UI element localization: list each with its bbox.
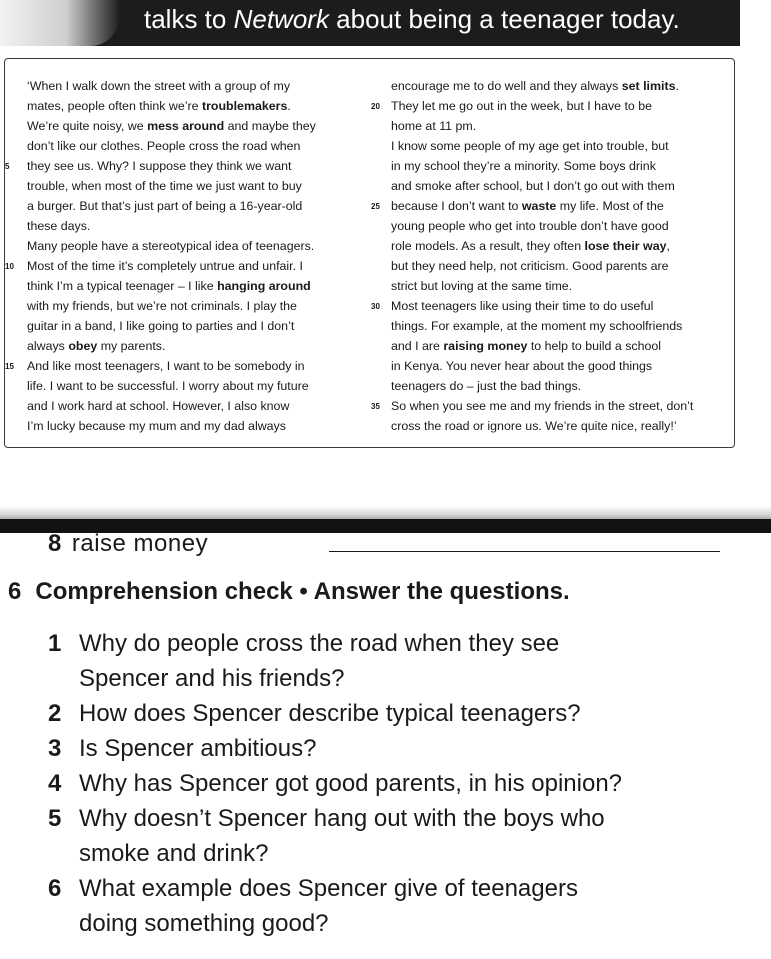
vocabulary-highlight: mess around <box>147 119 225 133</box>
article-text: and smoke after school, but I don’t go out with them <box>391 179 675 193</box>
article-text: We’re quite noisy, we <box>27 119 148 133</box>
article-text: I know some people of my age get into trouble, but <box>391 139 669 153</box>
vocabulary-highlight: lose their way <box>584 239 667 253</box>
vocabulary-highlight: hanging around <box>217 279 311 293</box>
article-text: And like most teenagers, I want to be somebody in <box>27 359 305 373</box>
article-text: , <box>666 239 670 253</box>
vocabulary-highlight: obey <box>68 339 98 353</box>
article-line <box>391 156 733 176</box>
article-line <box>27 316 367 336</box>
article-text: and I are <box>391 339 444 353</box>
vocabulary-highlight: troublemakers <box>201 99 288 113</box>
article-line <box>371 96 733 116</box>
exercise-heading <box>8 578 570 606</box>
article-left-column <box>5 76 367 436</box>
question-item <box>48 766 748 801</box>
article-line <box>391 276 733 296</box>
article-text: life. I want to be successful. I worry about my future <box>27 379 309 393</box>
answer-line[interactable] <box>329 551 720 552</box>
article-line <box>27 176 367 196</box>
article-text: encourage me to do well and they always <box>391 79 622 93</box>
question-item <box>48 801 748 871</box>
article-text: young people who get into trouble don’t have good <box>391 219 669 233</box>
article-right-column <box>371 76 733 436</box>
article-header-band <box>0 0 740 46</box>
article-line <box>391 356 733 376</box>
article-line <box>391 256 733 276</box>
line-number: 15 <box>5 362 14 371</box>
article-text: to help to build a school <box>527 339 662 353</box>
article-line <box>391 136 733 156</box>
header-photo <box>0 0 120 46</box>
article-text: So when you see me and my friends in the street, don’t <box>391 399 694 413</box>
line-number: 10 <box>5 262 14 271</box>
header-title-start: talks to <box>144 4 234 34</box>
header-title-end: about being a teenager today. <box>328 4 680 34</box>
question-number: 6 <box>48 875 62 902</box>
question-text: What example does Spencer give of teenagers <box>79 875 578 902</box>
article-text: in my school they’re a minority. Some boys drink <box>391 159 656 173</box>
article-text: because I don’t want to <box>391 199 522 213</box>
exercise-number: 6 <box>8 578 22 605</box>
exercise-title: Comprehension check • Answer the questions. <box>35 578 570 605</box>
article-line <box>391 236 733 256</box>
article-line <box>27 396 367 416</box>
article-line <box>27 336 367 356</box>
article-line <box>391 416 733 436</box>
vocabulary-highlight: set limits <box>621 79 676 93</box>
vocabulary-highlight: waste <box>521 199 557 213</box>
article-text: think I’m a typical teenager – I like <box>27 279 218 293</box>
header-title-magazine: Network <box>233 4 329 34</box>
article-text: I’m lucky because my mum and my dad always <box>27 419 286 433</box>
question-text: How does Spencer describe typical teenagers? <box>79 700 581 727</box>
article-line <box>27 136 367 156</box>
article-text: in Kenya. You never hear about the good things <box>391 359 653 373</box>
article-text: teenagers do – just the bad things. <box>391 379 582 393</box>
article-line <box>27 276 367 296</box>
article-line <box>391 116 733 136</box>
question-number: 5 <box>48 805 62 832</box>
article-line <box>391 176 733 196</box>
question-item <box>48 731 748 766</box>
line-number: 30 <box>371 302 380 311</box>
article-text: home at 11 pm. <box>391 119 477 133</box>
article-text: and maybe they <box>224 119 316 133</box>
line-number: 20 <box>371 102 380 111</box>
question-text: smoke and drink? <box>79 840 269 867</box>
article-line <box>391 216 733 236</box>
question-item <box>48 696 748 731</box>
article-line <box>27 216 367 236</box>
article-text: they see us. Why? I suppose they think we want <box>27 159 292 173</box>
article-text: don’t like our clothes. People cross the road when <box>27 139 301 153</box>
question-text: Why has Spencer got good parents, in his opinion? <box>79 770 623 797</box>
article-line <box>27 76 367 96</box>
question-text: Spencer and his friends? <box>79 665 345 692</box>
article-text: trouble, when most of the time we just want to buy <box>27 179 302 193</box>
article-text: Many people have a stereotypical idea of teenagers. <box>27 239 315 253</box>
article-line <box>391 336 733 356</box>
question-item <box>48 626 748 696</box>
article-text: things. For example, at the moment my schoolfriends <box>391 319 683 333</box>
article-text: but they need help, not criticism. Good parents are <box>391 259 669 273</box>
article-header-title <box>144 4 680 35</box>
article-text: Most teenagers like using their time to do useful <box>391 299 654 313</box>
question-number: 2 <box>48 700 62 727</box>
article-line <box>27 196 367 216</box>
question-number: 4 <box>48 770 62 797</box>
article-text: with my friends, but we’re not criminals. I play the <box>27 299 297 313</box>
article-line <box>391 316 733 336</box>
article-text: They let me go out in the week, but I have to be <box>391 99 653 113</box>
article-text: always <box>27 339 69 353</box>
article-line <box>27 96 367 116</box>
article-text: strict but loving at the same time. <box>391 279 573 293</box>
article-text: ‘When I walk down the street with a group of my <box>27 79 291 93</box>
article-text: mates, people often think we’re <box>27 99 202 113</box>
article-text: a burger. But that’s just part of being a 16-year-old <box>27 199 303 213</box>
question-text: Why doesn’t Spencer hang out with the boys who <box>79 805 605 832</box>
article-text: Most of the time it’s completely untrue and unfair. I <box>27 259 303 273</box>
article-text: guitar in a band, I like going to parties and I don’t <box>27 319 295 333</box>
line-number: 5 <box>5 162 10 171</box>
article-line <box>5 256 367 276</box>
vocab-item-text: raise money <box>71 530 209 557</box>
article-text: role models. As a result, they often <box>391 239 585 253</box>
question-text: doing something good? <box>79 910 329 937</box>
question-text: Is Spencer ambitious? <box>79 735 317 762</box>
article-text: . <box>675 79 679 93</box>
question-item <box>48 871 748 941</box>
questions-list <box>48 626 748 941</box>
article-line <box>27 416 367 436</box>
article-text: my parents. <box>97 339 166 353</box>
article-line <box>5 156 367 176</box>
article-line <box>371 396 733 416</box>
vocabulary-highlight: raising money <box>443 339 528 353</box>
article-text: . <box>287 99 291 113</box>
question-number: 1 <box>48 630 62 657</box>
article-line <box>371 296 733 316</box>
vocab-item <box>48 530 208 558</box>
article-text: my life. Most of the <box>556 199 664 213</box>
article-line <box>27 236 367 256</box>
article-line <box>27 296 367 316</box>
article-text: and I work hard at school. However, I also know <box>27 399 290 413</box>
article-line <box>391 76 733 96</box>
article-line <box>5 356 367 376</box>
torn-paper-edge <box>0 506 771 520</box>
article-line <box>391 376 733 396</box>
article-text: cross the road or ignore us. We’re quite nice, really!’ <box>391 419 677 433</box>
article-line <box>27 116 367 136</box>
question-text: Why do people cross the road when they see <box>79 630 560 657</box>
article-text: these days. <box>27 219 91 233</box>
article-line <box>371 196 733 216</box>
line-number: 35 <box>371 402 380 411</box>
vocab-item-number: 8 <box>48 530 62 557</box>
line-number: 25 <box>371 202 380 211</box>
question-number: 3 <box>48 735 62 762</box>
article-line <box>27 376 367 396</box>
